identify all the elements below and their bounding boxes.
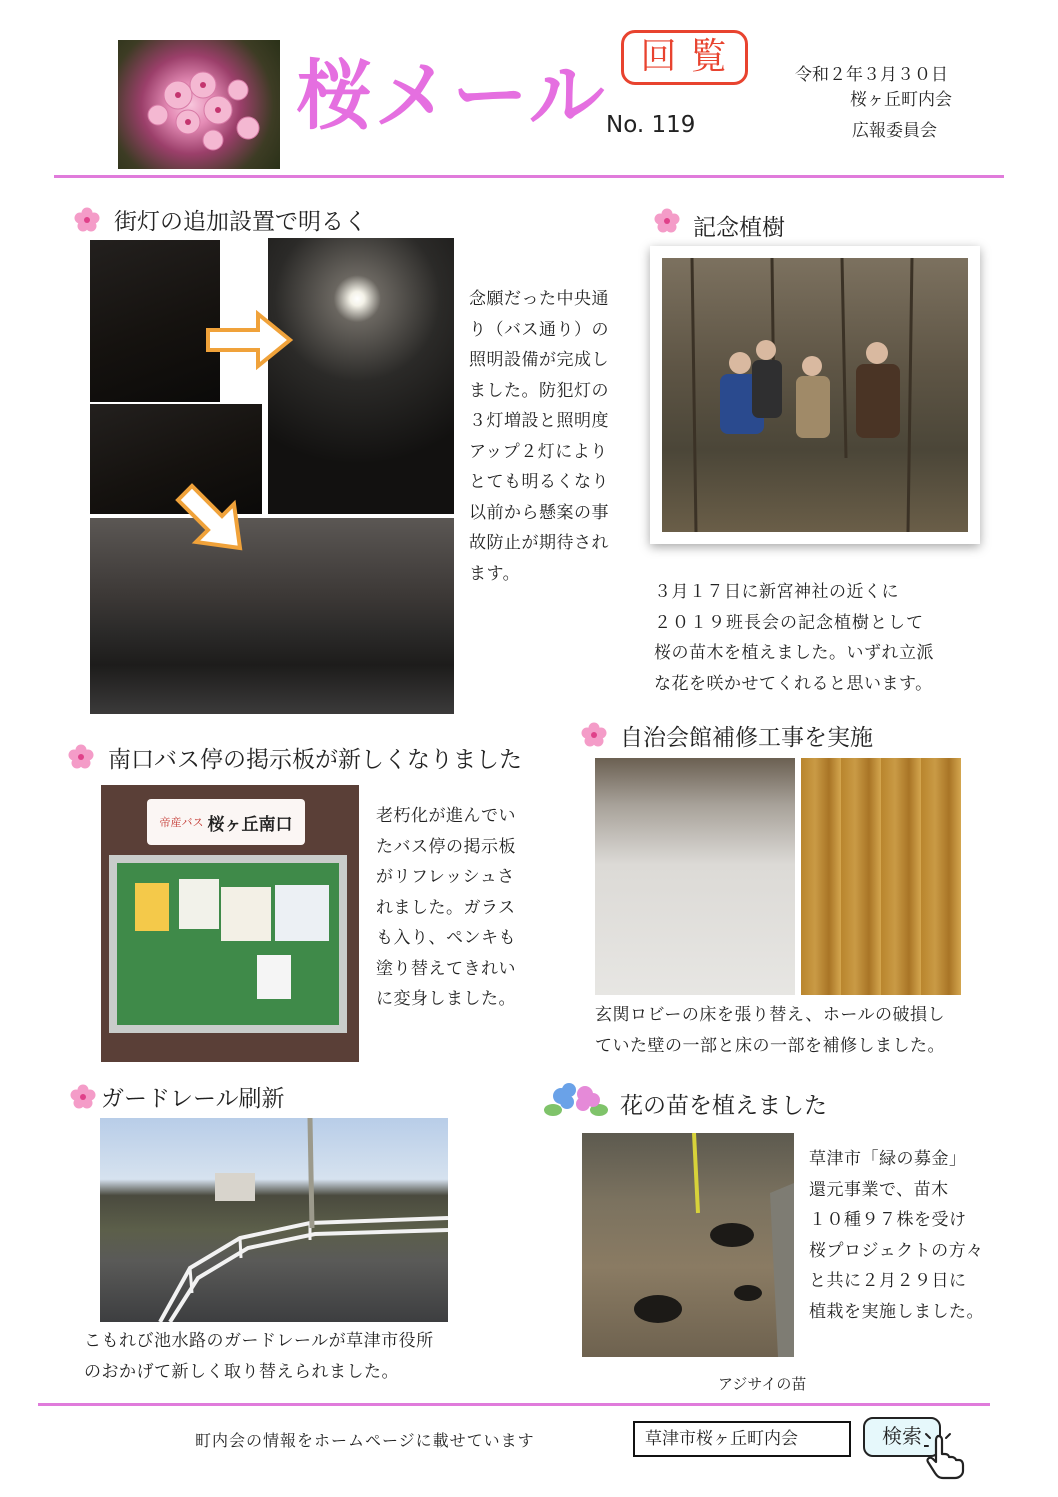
bus-board-photo: [101, 785, 359, 1062]
hall-repair-body: [595, 1000, 945, 1061]
search-input[interactable]: 草津市桜ヶ丘町内会: [633, 1421, 851, 1457]
text-line: ３月１７日に新宮神社の近くに: [654, 582, 899, 602]
text-line: アップ２灯により: [469, 441, 608, 462]
photo-caption: アジサイの苗: [718, 1375, 807, 1393]
circular-stamp: 回覧: [621, 30, 748, 85]
text-line: とても明るくなり: [469, 472, 609, 492]
text-line: 桜プロジェクトの方々: [809, 1240, 984, 1261]
street-after-photo-1: [268, 238, 454, 514]
header-divider: [54, 175, 1004, 178]
issue-number: No. 119: [606, 112, 696, 138]
tree-planting-body: [654, 577, 934, 699]
text-line: 老朽化が進んでい: [376, 806, 516, 826]
text-line: こもれび池水路のガードレールが草津市役所: [84, 1331, 434, 1351]
text-line: れました。ガラス: [376, 897, 516, 918]
streetlight-body: [469, 284, 609, 589]
issue-date: 令和２年３月３０日: [795, 65, 948, 85]
text-line: のおかげて新しく取り替えられました。: [84, 1361, 399, 1382]
guardrail-heading: ガードレール刷新: [101, 1086, 285, 1112]
hydrangea-icon: [543, 1076, 609, 1122]
text-line: 桜の苗木を植えました。いずれ立派: [654, 643, 934, 663]
text-line: たバス停の掲示板: [376, 836, 516, 857]
hall-repair-heading: 自治会館補修工事を実施: [620, 725, 873, 751]
bus-board-body: [376, 801, 516, 1015]
text-line: 照明設備が完成し: [469, 350, 609, 370]
text-line: ３灯増設と照明度: [469, 411, 609, 431]
text-line: な花を咲かせてくれると思います。: [654, 673, 933, 694]
flowers-heading: 花の苗を植えました: [620, 1093, 827, 1119]
search-button[interactable]: 検索: [863, 1417, 941, 1457]
text-line: と共に２月２９日に: [809, 1271, 967, 1291]
hydrangea-seedlings-photo: [582, 1133, 794, 1357]
flowers-body: [809, 1144, 984, 1327]
text-line: 以前から懸案の事: [469, 502, 609, 523]
cherry-blossom-photo: [118, 40, 280, 169]
streetlight-heading: 街灯の追加設置で明るく: [114, 209, 367, 235]
text-line: 還元事業で、苗木: [809, 1179, 949, 1200]
text-line: ２０１９班長会の記念植樹として: [654, 612, 924, 633]
text-line: も入り、ペンキも: [376, 928, 516, 948]
text-line: １０種９７株を受け: [809, 1210, 967, 1230]
text-line: 塗り替えてきれい: [376, 958, 516, 979]
text-line: 故防止が期待され: [469, 533, 609, 553]
text-line: 念願だった中央通: [469, 289, 609, 309]
text-line: ていた壁の一部と床の一部を補修しました。: [595, 1035, 945, 1056]
text-line: 植栽を実施しました。: [809, 1301, 984, 1322]
bus-board-heading: 南口バス停の掲示板が新しくなりました: [108, 747, 522, 773]
text-line: 草津市「緑の募金」: [809, 1149, 967, 1169]
tree-planting-photo: [662, 258, 968, 532]
bus-stop-name: 桜ヶ丘南口: [207, 814, 293, 835]
newsletter-title: 桜メール: [296, 51, 607, 140]
text-line: 玄関ロビーの床を張り替え、ホールの破損し: [595, 1005, 945, 1025]
guardrail-photo: [100, 1118, 448, 1322]
text-line: がリフレッシュさ: [376, 867, 515, 887]
board-frame: [109, 855, 347, 1033]
pointer-hand-icon: [924, 1432, 970, 1480]
bus-stop-sign: [147, 799, 305, 845]
text-line: ました。防犯灯の: [469, 380, 609, 401]
tree-planting-photo-frame: [650, 246, 980, 544]
bus-company-label: 帝産バス: [159, 816, 204, 829]
text-line: に変身しました。: [376, 989, 516, 1009]
text-line: り（バス通り）の: [469, 319, 609, 340]
lobby-floor-photo: [595, 758, 795, 995]
arrow-right-icon: [206, 310, 294, 370]
sakura-icon: [74, 207, 100, 233]
street-before-photo-1: [90, 240, 220, 402]
footer-divider: [38, 1403, 990, 1406]
tree-planting-heading: 記念植樹: [693, 215, 785, 241]
sakura-icon: [654, 208, 680, 234]
text-line: ます。: [469, 563, 521, 584]
homepage-note: 町内会の情報をホームページに載せています: [195, 1431, 535, 1450]
sakura-icon: [68, 744, 94, 770]
arrow-down-right-icon: [170, 478, 250, 558]
street-after-photo-2: [90, 518, 454, 714]
guardrail-body: [84, 1326, 434, 1387]
committee-name: 広報委員会: [852, 121, 937, 141]
sakura-icon: [70, 1084, 96, 1110]
organization-name: 桜ヶ丘町内会: [850, 90, 952, 110]
hall-floor-photo: [801, 758, 961, 995]
sakura-icon: [581, 722, 607, 748]
